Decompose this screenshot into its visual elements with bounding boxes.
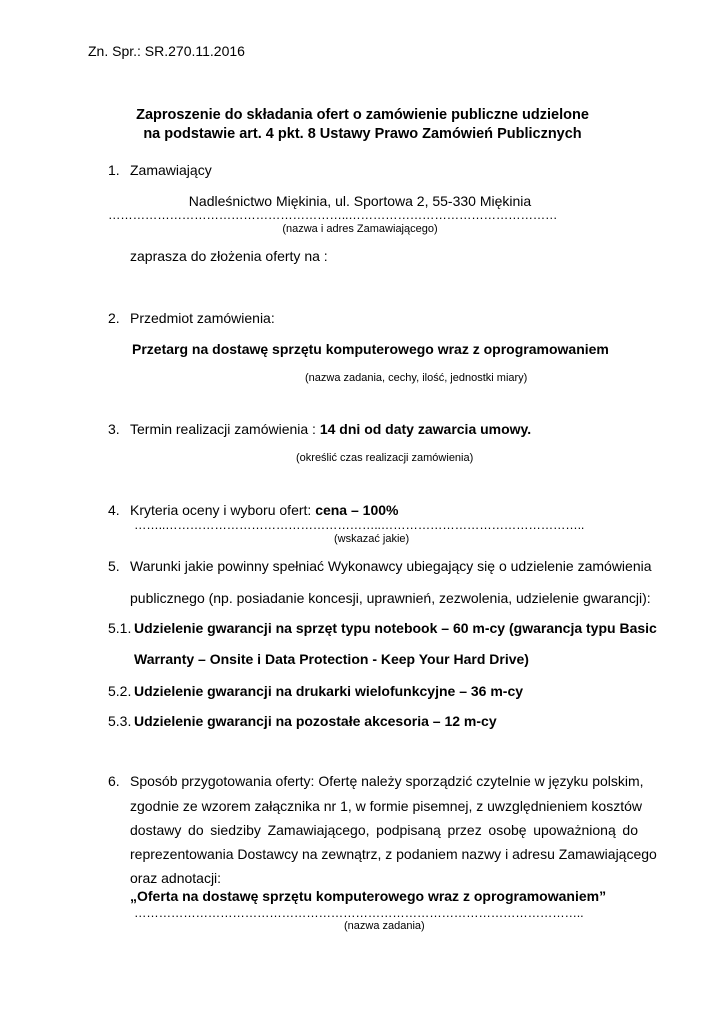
s4-number: 4.	[108, 502, 120, 518]
s4-value: cena – 100%	[315, 502, 399, 518]
s5-item-2-text: Udzielenie gwarancji na drukarki wielofunkcyjne – 36 m-cy	[134, 683, 524, 699]
s1-invite-text: zaprasza do złożenia oferty na :	[130, 248, 328, 264]
s2-number: 2.	[108, 310, 120, 326]
title-line-2: na podstawie art. 4 pkt. 8 Ustawy Prawo Zamówień Publicznych	[143, 126, 582, 142]
s4-dotted-line: ……..……………………………………………..…………………………………………..	[134, 518, 585, 532]
s5-line-1: Warunki jakie powinny spełniać Wykonawcy ubiegający się o udzielenie zamówienia	[130, 558, 652, 574]
s6-line-1: Sposób przygotowania oferty: Ofertę należy sporządzić czytelnie w języku polskim,	[130, 773, 644, 789]
s5-item-3-text: Udzielenie gwarancji na pozostałe akcesoria – 12 m-cy	[134, 713, 497, 729]
s5-item-3-number: 5.3.	[108, 713, 132, 729]
title-line-1: Zaproszenie do składania ofert o zamówienie publiczne udzielone	[136, 107, 589, 123]
s1-contracting-authority: Nadleśnictwo Miękinia, ul. Sportowa 2, 55-330 Miękinia	[188, 193, 532, 209]
s3-line	[130, 421, 531, 438]
s1-dotted-line: …………………………………………………..……………………………………………	[108, 208, 558, 222]
s5-item-1-continuation: Warranty – Onsite i Data Protection - Keep Your Hard Drive)	[134, 651, 529, 667]
s4-label: Kryteria oceny i wyboru ofert:	[130, 502, 316, 518]
reference-number: Zn. Spr.: SR.270.11.2016	[88, 43, 245, 59]
s2-label: Przedmiot zamówienia:	[130, 310, 275, 326]
s3-label: Termin realizacji zamówienia :	[130, 421, 320, 437]
s5-item-1-text: Udzielenie gwarancji na sprzęt typu notebook – 60 m-cy (gwarancja typu Basic	[134, 620, 657, 636]
s6-number: 6.	[108, 773, 120, 789]
s6-line-4: reprezentowania Dostawcy na zewnątrz, z podaniem nazwy i adresu Zamawiającego	[130, 846, 657, 862]
s6-line-2: zgodnie ze wzorem załącznika nr 1, w formie pisemnej, z uwzględnieniem kosztów	[130, 798, 642, 814]
s5-line-2: publicznego (np. posiadanie koncesji, uprawnień, zezwolenia, udzielenie gwarancji):	[130, 590, 651, 606]
s3-caption: (określić czas realizacji zamówienia)	[296, 452, 474, 464]
s1-caption: (nazwa i adres Zamawiającego)	[282, 223, 438, 235]
s5-item-1-number: 5.1.	[108, 620, 132, 636]
s1-label: Zamawiający	[130, 162, 212, 178]
s6-dotted-line: ………………………………………………………………………………………………..	[134, 906, 584, 920]
s5-number: 5.	[108, 558, 120, 574]
s6-line-3: dostawy do siedziby Zamawiającego, podpisaną przez osobę upoważnioną do	[130, 822, 638, 838]
s6-offer-title: „Oferta na dostawę sprzętu komputerowego wraz z oprogramowaniem”	[130, 888, 607, 904]
s2-caption: (nazwa zadania, cechy, ilość, jednostki miary)	[305, 372, 528, 384]
s2-subject: Przetarg na dostawę sprzętu komputerowego wraz z oprogramowaniem	[132, 341, 609, 357]
s4-caption: (wskazać jakie)	[334, 533, 410, 545]
s5-item-2-number: 5.2.	[108, 683, 132, 699]
s3-value: 14 dni od daty zawarcia umowy.	[319, 421, 532, 437]
s3-number: 3.	[108, 421, 120, 437]
s6-caption: (nazwa zadania)	[344, 920, 425, 932]
s1-number: 1.	[108, 162, 120, 178]
s6-line-5: oraz adnotacji:	[130, 870, 222, 886]
s4-line	[130, 502, 398, 519]
